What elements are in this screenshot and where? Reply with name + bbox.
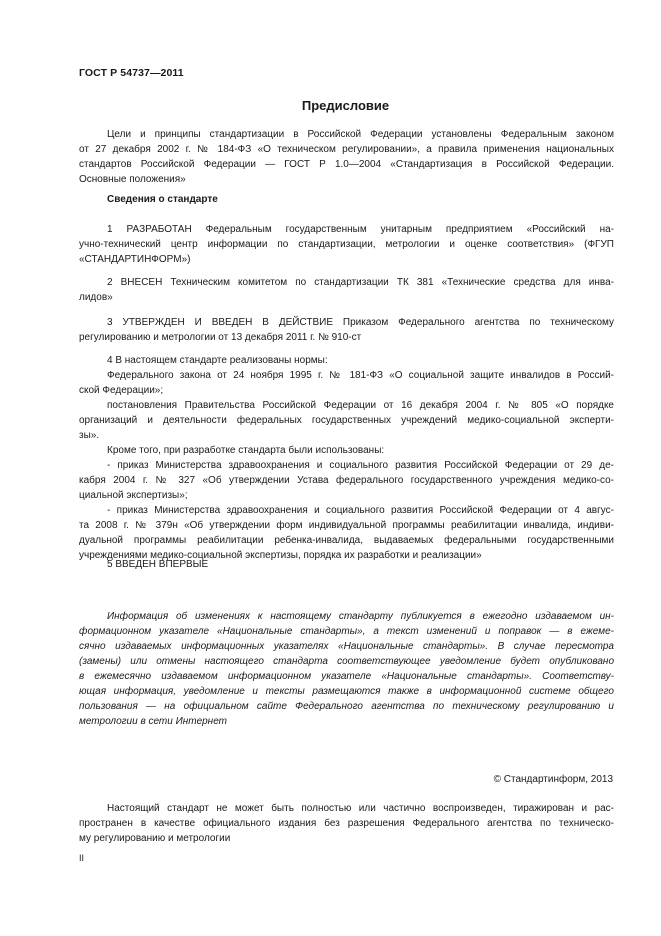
text-line: му регулированию и метрологии xyxy=(79,833,231,844)
copyright-notice: © Стандартинформ, 2013 xyxy=(493,774,613,785)
text-line: 3 УТВЕРЖДЕН И ВВЕДЕН В ДЕЙСТВИЕ Приказом Федерального агентства по техническому xyxy=(107,317,614,328)
text-line: Настоящий стандарт не может быть полностью или частично воспроизведен, тиражирован и рас- xyxy=(107,803,614,814)
text-line: циальной экспертизы»; xyxy=(79,490,188,501)
text-line: организаций и деятельности федеральных государственных учреждений медико-социальной эксперти- xyxy=(79,415,614,426)
text-line: Основные положения» xyxy=(79,174,186,185)
text-line: пользования — на официальном сайте Федерального агентства по техническому регулированию и xyxy=(79,701,614,712)
text-line: зы». xyxy=(79,430,100,441)
section-subtitle: Сведения о стандарте xyxy=(107,194,218,205)
standard-code: ГОСТ Р 54737—2011 xyxy=(79,67,184,79)
intro-paragraph xyxy=(79,127,614,187)
item-4 xyxy=(79,353,614,563)
page-number: II xyxy=(79,853,85,863)
text-line: учреждениями медико-социальной экспертизы, порядка их разработки и реализации» xyxy=(79,550,482,561)
text-line: 4 В настоящем стандарте реализованы нормы: xyxy=(107,355,328,366)
text-line: стандартов Российской Федерации — ГОСТ Р 1.0—2004 «Стандартизация в Российской Федерации. xyxy=(79,159,614,170)
text-line: - приказ Министерства здравоохранения и социального развития Российской Федерации от 4 авгус- xyxy=(107,505,614,516)
text-line: «СТАНДАРТИНФОРМ») xyxy=(79,254,191,265)
reproduction-notice xyxy=(79,801,614,846)
text-line: Федерального закона от 24 ноября 1995 г. № 181-ФЗ «О социальной защите инвалидов в Россий- xyxy=(107,370,614,381)
text-line: пространен в качестве официального издания без разрешения Федерального агентства по техническо- xyxy=(79,818,614,829)
text-line: учно-технический центр информации по стандартизации, метрологии и оценке соответствия» (ФГУП xyxy=(79,239,614,250)
text-line: дуальной программы реабилитации ребенка-инвалида, выдаваемых федеральными государственными xyxy=(79,535,614,546)
text-line: - приказ Министерства здравоохранения и социального развития Российской Федерации от 29 де- xyxy=(107,460,614,471)
change-notice xyxy=(79,609,614,729)
page-title: Предисловие xyxy=(301,98,390,113)
text-line: регулированию и метрологии от 13 декабря 2011 г. № 910-ст xyxy=(79,332,362,343)
text-line: сячно издаваемых информационных указателях «Национальные стандарты». В случае пересмотра xyxy=(79,641,614,652)
text-line: ющая информация, уведомление и тексты размещаются также в информационной системе общего xyxy=(79,686,614,697)
text-line: от 27 декабря 2002 г. № 184-ФЗ «О техническом регулировании», а правила применения национальных xyxy=(79,144,614,155)
text-line: Цели и принципы стандартизации в Российской Федерации установлены Федеральным законом xyxy=(107,129,614,140)
text-line: постановления Правительства Российской Федерации от 16 декабря 2004 г. № 805 «О порядке xyxy=(107,400,614,411)
text-line: (замены) или отмены настоящего стандарта соответствующее уведомление будет опубликовано xyxy=(79,656,614,667)
text-line: ской Федерации»; xyxy=(79,385,164,396)
text-line: 5 ВВЕДЕН ВПЕРВЫЕ xyxy=(107,559,209,570)
text-line: кабря 2004 г. № 327 «Об утверждении Устава федерального государственного учреждения медико-со- xyxy=(79,475,614,486)
item-3 xyxy=(79,315,614,345)
text-line: 2 ВНЕСЕН Техническим комитетом по стандартизации ТК 381 «Технические средства для инва- xyxy=(107,277,614,288)
text-line: лидов» xyxy=(79,292,113,303)
text-line: Кроме того, при разработке стандарта были использованы: xyxy=(107,445,385,456)
item-5 xyxy=(79,557,614,572)
text-line: Информация об изменениях к настоящему стандарту публикуется в ежегодно издаваемом ин- xyxy=(107,611,614,622)
text-line: в ежемесячно издаваемом информационном указателе «Национальные стандарты». Соответству- xyxy=(79,671,614,682)
text-line: формационном указателе «Национальные стандарты», а текст изменений и поправок — в ежеме- xyxy=(79,626,614,637)
text-line: метрологии в сети Интернет xyxy=(79,716,227,727)
text-line: 1 РАЗРАБОТАН Федеральным государственным унитарным предприятием «Российский на- xyxy=(107,224,614,235)
text-line: та 2008 г. № 379н «Об утверждении форм индивидуальной программы реабилитации инвалида, индиви- xyxy=(79,520,614,531)
item-1 xyxy=(79,222,614,267)
item-2 xyxy=(79,275,614,305)
